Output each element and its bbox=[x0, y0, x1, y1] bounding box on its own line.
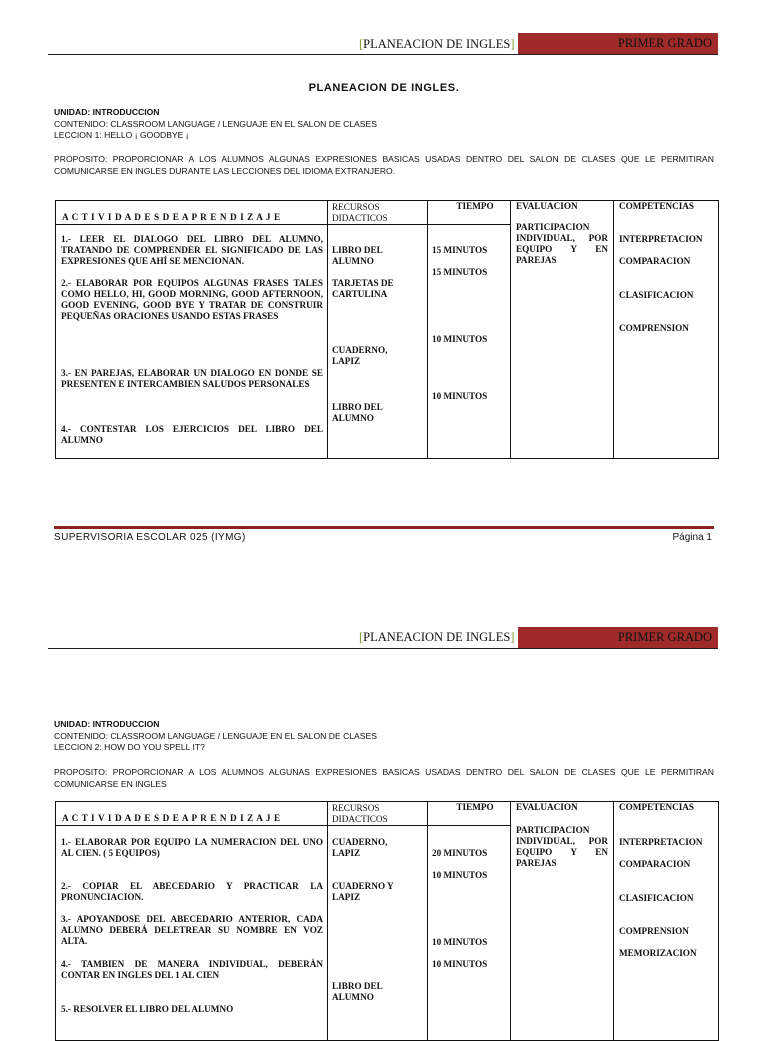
bracket-open: [ bbox=[359, 630, 364, 644]
time-4: 10 MINUTOS bbox=[432, 391, 488, 401]
header-time: TIEMPO bbox=[456, 201, 494, 211]
purpose-line-1: PROPOSITO: PROPORCIONAR A LOS ALUMNOS ALGUNAS EXPRESIONES BASICAS USADAS DENTRO DEL SALON DE CLASES QUE LE PERMITIRAN bbox=[54, 767, 714, 777]
resource-4: LIBRO DEL ALUMNO bbox=[332, 402, 383, 423]
resource-3: LIBRO DEL ALUMNO bbox=[332, 981, 383, 1002]
activity-1: 1.- LEER EL DIALOGO DEL LIBRO DEL ALUMNO, TRATANDO DE COMPRENDER EL SIGNIFICADO DE LAS EXPRESIONES QUE AHÍ SE MENCIONAN. bbox=[61, 234, 323, 266]
resource-2: TARJETAS DE CARTULINA bbox=[332, 278, 394, 299]
resource-1: LIBRO DEL ALUMNO bbox=[332, 245, 383, 266]
competency-4: COMPRENSION bbox=[619, 323, 689, 333]
resource-1: CUADERNO, LAPIZ bbox=[332, 837, 388, 858]
header-activities: A C T I V I D A D E S D E A P R E N D I Z A J E bbox=[62, 212, 281, 222]
activity-4: 4.- TAMBIEN DE MANERA INDIVIDUAL, DEBERÀN CONTAR EN INGLES DEL 1 AL CIEN bbox=[61, 959, 323, 980]
header-title-text: PLANEACION DE INGLES bbox=[363, 37, 511, 51]
bracket-open: [ bbox=[359, 37, 364, 51]
competency-4: COMPRENSION bbox=[619, 926, 689, 936]
activity-1: 1.- ELABORAR POR EQUIPO LA NUMERACION DEL UNO AL CIEN. ( 5 EQUIPOS) bbox=[61, 837, 323, 858]
header-resources: RECURSOS DIDACTICOS bbox=[332, 803, 388, 824]
activities-table bbox=[55, 200, 719, 459]
evaluation-text: PARTICIPACION INDIVIDUAL, POR EQUIPO Y EN PAREJAS bbox=[516, 222, 608, 265]
header-row-divider bbox=[327, 825, 427, 826]
activity-4: 4.- CONTESTAR LOS EJERCICIOS DEL LIBRO DEL ALUMNO bbox=[61, 424, 323, 445]
col-divider bbox=[613, 201, 614, 458]
purpose-line-2: COMUNICARSE EN INGLES DURANTE LAS LECCIONES DEL IDIOMA EXTRANJERO. bbox=[54, 165, 396, 176]
resource-2: CUADERNO Y LAPIZ bbox=[332, 881, 394, 902]
activity-2: 2.- ELABORAR POR EQUIPOS ALGUNAS FRASES TALES COMO HELLO, HI, GOOD MORNING, GOOD AFTERNOON, GOOD EVENING, GOOD BYE Y TRATAR DE CONSTRUIR PEQUEÑAS ORACIONES USANDO ESTAS FRASES bbox=[61, 278, 323, 321]
content-label: CONTENIDO: CLASSROOM LANGUAGE / LENGUAJE EN EL SALON DE CLASES bbox=[54, 730, 377, 741]
activity-5: 5.- RESOLVER EL LIBRO DEL ALUMNO bbox=[61, 1004, 234, 1014]
competency-3: CLASIFICACION bbox=[619, 290, 694, 300]
content-label: CONTENIDO: CLASSROOM LANGUAGE / LENGUAJE EN EL SALON DE CLASES bbox=[54, 118, 377, 129]
footer-page-number: Página 1 bbox=[672, 532, 712, 543]
header-divider bbox=[48, 648, 718, 649]
header-evaluation: EVALUACION bbox=[516, 802, 578, 812]
col-divider bbox=[510, 201, 511, 458]
competency-5: MEMORIZACION bbox=[619, 948, 697, 958]
time-3: 10 MINUTOS bbox=[432, 334, 488, 344]
header-divider bbox=[48, 54, 718, 55]
bracket-close: ] bbox=[510, 37, 515, 51]
activities-table bbox=[55, 801, 719, 1041]
competency-2: COMPARACION bbox=[619, 256, 691, 266]
header-competencies: COMPETENCIAS bbox=[619, 201, 695, 211]
time-1: 15 MINUTOS bbox=[432, 245, 488, 255]
col-divider bbox=[427, 802, 428, 1040]
time-4: 10 MINUTOS bbox=[432, 959, 488, 969]
lesson-label: LECCION 1: HELLO ¡ GOODBYE ¡ bbox=[54, 130, 189, 140]
col-divider bbox=[327, 201, 328, 458]
resource-3: CUADERNO, LAPIZ bbox=[332, 345, 388, 366]
header-row-divider bbox=[427, 224, 510, 225]
competency-1: INTERPRETACION bbox=[619, 837, 703, 847]
header-time: TIEMPO bbox=[456, 802, 494, 812]
header-row-divider bbox=[56, 825, 327, 826]
col-divider bbox=[427, 201, 428, 458]
time-1: 20 MINUTOS bbox=[432, 848, 488, 858]
footer-supervisoria: SUPERVISORIA ESCOLAR 025 (IYMG) bbox=[54, 532, 246, 543]
grade-badge: PRIMER GRADO bbox=[518, 33, 718, 55]
lesson-meta bbox=[54, 107, 377, 142]
purpose-line-2: COMUNICARSE EN INGLES bbox=[54, 778, 167, 789]
competency-3: CLASIFICACION bbox=[619, 893, 694, 903]
time-3: 10 MINUTOS bbox=[432, 937, 488, 947]
header-title bbox=[359, 37, 515, 52]
col-divider bbox=[510, 802, 511, 1040]
lesson-label: LECCION 2: HOW DO YOU SPELL IT? bbox=[54, 742, 205, 752]
bracket-close: ] bbox=[510, 630, 515, 644]
header-competencies: COMPETENCIAS bbox=[619, 802, 695, 812]
activity-2: 2.- COPIAR EL ABECEDARIO Y PRACTICAR LA PRONUNCIACION. bbox=[61, 881, 323, 902]
purpose-text bbox=[54, 767, 714, 790]
document-title: PLANEACION DE INGLES. bbox=[308, 82, 460, 94]
header-row-divider bbox=[327, 224, 427, 225]
header-resources: RECURSOS DIDACTICOS bbox=[332, 202, 388, 223]
header-evaluation: EVALUACION bbox=[516, 201, 578, 211]
purpose-line-1: PROPOSITO: PROPORCIONAR A LOS ALUMNOS ALGUNAS EXPRESIONES BASICAS USADAS DENTRO DEL SALON DE CLASES QUE LE PERMITIRAN bbox=[54, 154, 714, 164]
evaluation-text: PARTICIPACION INDIVIDUAL, POR EQUIPO Y EN PAREJAS bbox=[516, 825, 608, 868]
activity-3: 3.- APOYANDOSE DEL ABECEDARIO ANTERIOR, CADA ALUMNO DEBERÁ DELETREAR SU NOMBRE EN VOZ ALTA. bbox=[61, 914, 323, 946]
grade-badge: PRIMER GRADO bbox=[518, 627, 718, 649]
unit-label: UNIDAD: INTRODUCCION bbox=[54, 107, 160, 117]
purpose-text bbox=[54, 154, 714, 177]
time-2: 10 MINUTOS bbox=[432, 870, 488, 880]
lesson-meta bbox=[54, 719, 377, 754]
header-row-divider bbox=[427, 825, 510, 826]
col-divider bbox=[327, 802, 328, 1040]
competency-1: INTERPRETACION bbox=[619, 234, 703, 244]
header-title-text: PLANEACION DE INGLES bbox=[363, 630, 511, 644]
header-title bbox=[359, 630, 515, 645]
time-2: 15 MINUTOS bbox=[432, 267, 488, 277]
unit-label: UNIDAD: INTRODUCCION bbox=[54, 719, 160, 729]
activity-3: 3.- EN PAREJAS, ELABORAR UN DIALOGO EN DONDE SE PRESENTEN E INTERCAMBIEN SALUDOS PERSONALES bbox=[61, 368, 323, 389]
competency-2: COMPARACION bbox=[619, 859, 691, 869]
header-activities: A C T I V I D A D E S D E A P R E N D I Z A J E bbox=[62, 813, 281, 823]
footer-divider bbox=[54, 526, 714, 529]
col-divider bbox=[613, 802, 614, 1040]
header-row-divider bbox=[56, 224, 327, 225]
